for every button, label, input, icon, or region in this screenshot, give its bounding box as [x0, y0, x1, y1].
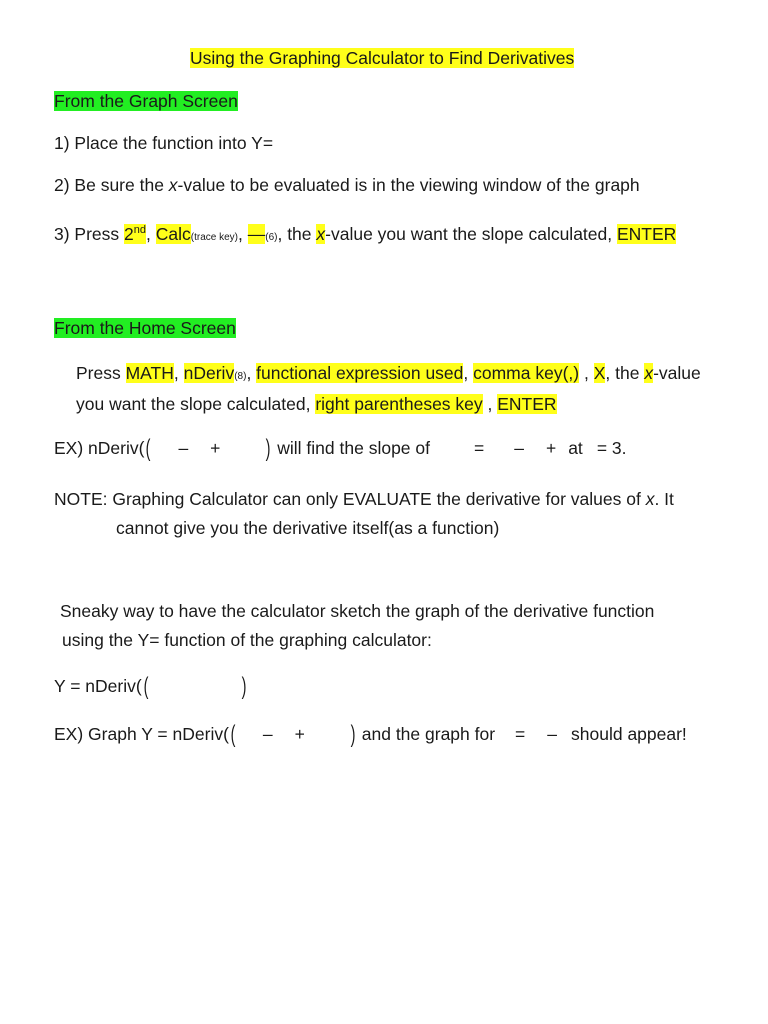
home-instructions-line2: you want the slope calculated, right parentheses key , ENTER — [76, 394, 557, 414]
key-x: X — [593, 363, 606, 383]
sneaky-line2: using the Y= function of the graphing calculator: — [62, 630, 432, 650]
key-math: MATH — [125, 363, 174, 383]
key-2nd: 2nd — [124, 224, 147, 244]
section-heading-home-screen: From the Home Screen — [54, 318, 236, 338]
example-nderiv: EX) nDeriv(( – + ) will find the slope of = – + at = 3. — [54, 435, 627, 462]
home-instructions-line1: Press MATH, nDeriv(8), functional expression used, comma key(,) , X, the x-value — [76, 363, 701, 383]
key-enter: ENTER — [616, 224, 677, 244]
document-title: Using the Graphing Calculator to Find Derivatives — [190, 48, 575, 68]
example-graph: EX) Graph Y = nDeriv(( – + ) and the graph for = – should appear! — [54, 721, 687, 748]
step-1: 1) Place the function into Y= — [54, 133, 274, 153]
key-comma: comma key(,) — [473, 363, 580, 383]
functional-expression: functional expression used — [256, 363, 464, 383]
key-calc: Calc — [155, 224, 191, 244]
key-right-paren: right parentheses key — [315, 394, 483, 414]
key-nderiv: nDeriv — [183, 363, 235, 383]
key-enter-home: ENTER — [497, 394, 557, 414]
section-heading-graph-screen: From the Graph Screen — [54, 91, 238, 111]
note-line1: NOTE: Graphing Calculator can only EVALUATE the derivative for values of x. It — [54, 489, 674, 509]
step-2: 2) Be sure the x-value to be evaluated is in the viewing window of the graph — [54, 175, 640, 195]
sneaky-line1: Sneaky way to have the calculator sketch the graph of the derivative function — [60, 601, 655, 621]
note-line2: cannot give you the derivative itself(as a function) — [116, 518, 500, 538]
y-equals-nderiv: Y = nDeriv(( ) — [54, 673, 247, 700]
key-dash: — — [247, 224, 266, 244]
step-3: 3) Press 2nd, Calc(trace key), —(6), the x-value you want the slope calculated, ENTER — [54, 224, 677, 244]
